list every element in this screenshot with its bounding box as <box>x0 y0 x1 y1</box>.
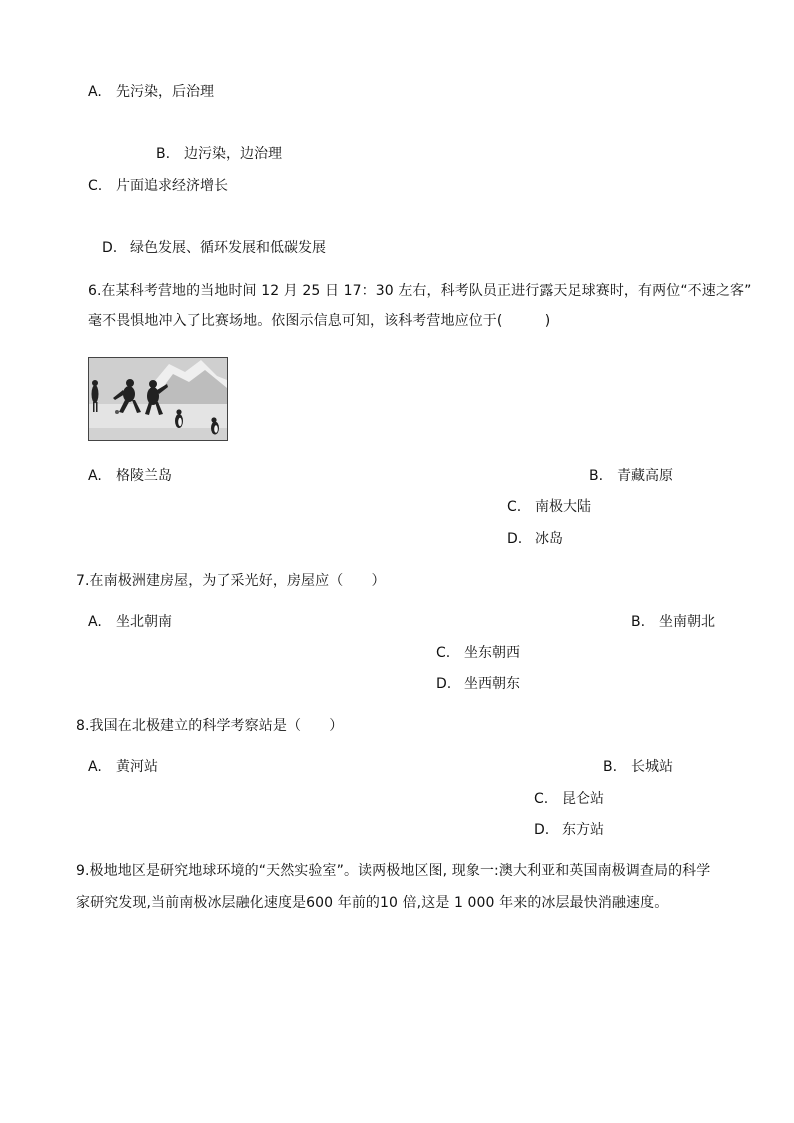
option-label: A. <box>88 468 102 484</box>
option-text: 东方站 <box>562 822 604 838</box>
q5-option-c <box>88 176 228 196</box>
q7-option-b <box>631 612 715 632</box>
option-label: B. <box>603 759 618 775</box>
q6-option-b <box>589 466 673 486</box>
option-text: 片面追求经济增长 <box>116 178 228 194</box>
option-label: A. <box>88 614 102 630</box>
q5-option-a <box>88 82 214 102</box>
option-label: B. <box>631 614 646 630</box>
option-label: D. <box>436 676 452 692</box>
q7-stem: 7.在南极洲建房屋，为了采光好，房屋应（ ） <box>76 573 386 589</box>
q6-option-d <box>507 529 563 549</box>
option-text: 绿色发展、循环发展和低碳发展 <box>130 240 326 256</box>
q6-stem-line1: 6.在某科考营地的当地时间 12 月 25 日 17：30 左右，科考队员正进行露天足球赛时，有两位“不速之客” <box>88 283 752 299</box>
option-label: C. <box>507 499 522 515</box>
q7-option-a <box>88 612 172 632</box>
option-label: C. <box>88 178 103 194</box>
q6-stem-line2: 毫不畏惧地冲入了比赛场地。依图示信息可知，该科考营地应位于( ) <box>88 313 551 329</box>
q6-option-a <box>88 466 172 486</box>
option-text: 坐北朝南 <box>116 614 172 630</box>
q5-option-d <box>102 238 326 258</box>
q8-option-b <box>603 757 673 777</box>
option-text: 黄河站 <box>116 759 158 775</box>
option-label: C. <box>436 645 451 661</box>
q7-option-c <box>436 643 520 663</box>
option-text: 青藏高原 <box>617 468 673 484</box>
option-label: C. <box>534 791 549 807</box>
q6-photo-penguins-football <box>88 357 228 441</box>
q7-option-d <box>436 674 520 694</box>
option-text: 冰岛 <box>535 531 563 547</box>
q8-stem: 8.我国在北极建立的科学考察站是（ ） <box>76 718 344 734</box>
option-text: 昆仑站 <box>562 791 604 807</box>
option-label: B. <box>156 146 171 162</box>
option-label: D. <box>507 531 523 547</box>
option-text: 坐南朝北 <box>659 614 715 630</box>
option-text: 先污染，后治理 <box>116 84 214 100</box>
option-label: D. <box>534 822 550 838</box>
option-label: B. <box>589 468 604 484</box>
option-text: 坐西朝东 <box>464 676 520 692</box>
q8-option-d <box>534 820 604 840</box>
q8-option-a <box>88 757 158 777</box>
option-text: 格陵兰岛 <box>116 468 172 484</box>
q5-option-b <box>156 144 282 164</box>
option-text: 边污染，边治理 <box>184 146 282 162</box>
q6-option-c <box>507 497 591 517</box>
option-label: D. <box>102 240 118 256</box>
option-text: 长城站 <box>631 759 673 775</box>
option-label: A. <box>88 84 102 100</box>
q9-stem-line2: 家研究发现,当前南极冰层融化速度是600 年前的10 倍,这是 1 000 年来的冰层最快消融速度。 <box>76 895 669 911</box>
q8-option-c <box>534 789 604 809</box>
option-text: 坐东朝西 <box>464 645 520 661</box>
option-text: 南极大陆 <box>535 499 591 515</box>
q9-stem-line1: 9.极地地区是研究地球环境的“天然实验室”。读两极地区图, 现象一:澳大利亚和英国南极调查局的科学 <box>76 863 711 879</box>
option-label: A. <box>88 759 102 775</box>
